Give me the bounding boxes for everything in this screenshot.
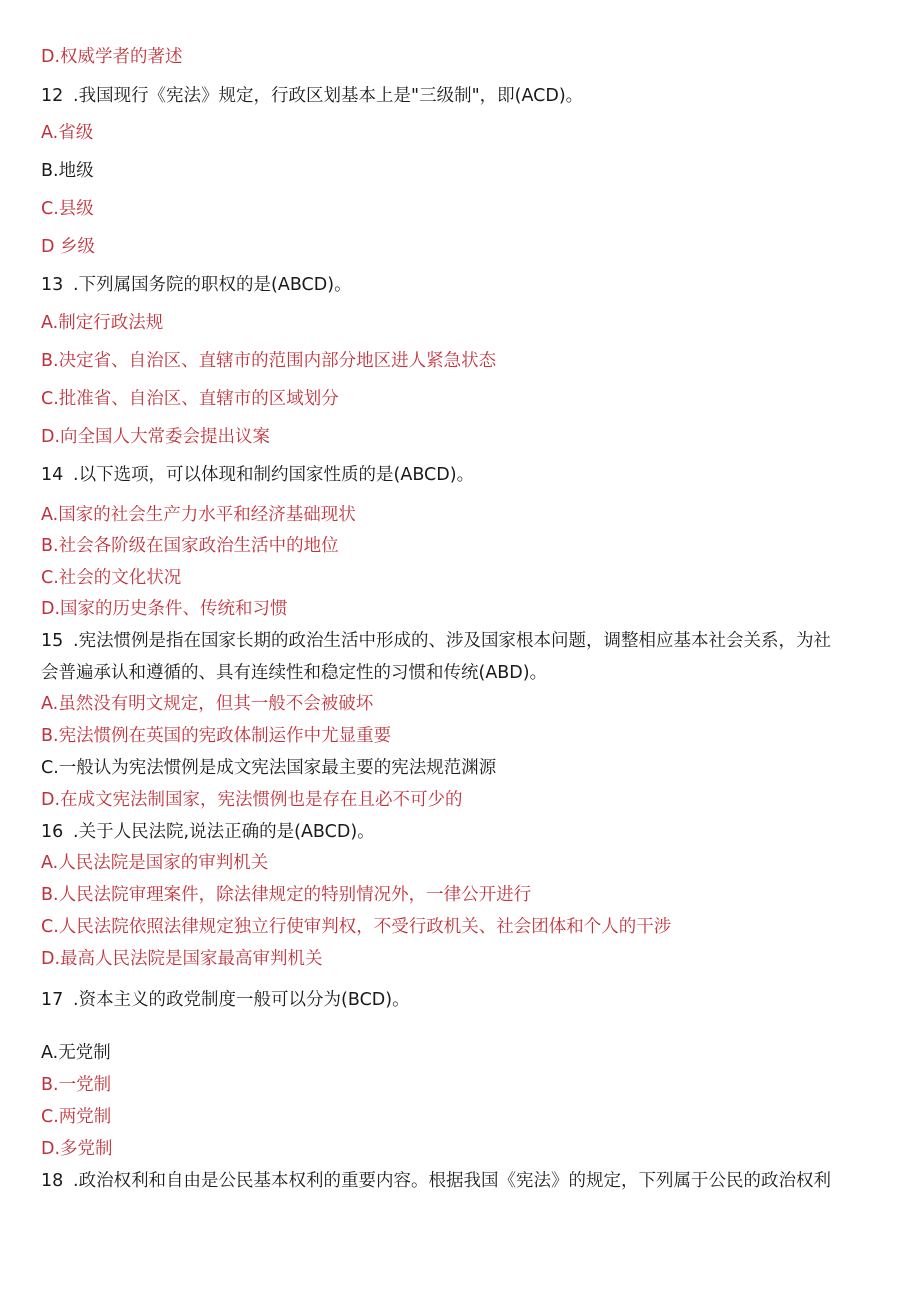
q13-stem (41, 272, 884, 298)
q15-text-1: .宪法惯例是指在国家长期的政治生活中形成的、涉及国家根本问题，调整相应基本社会关系，为社 (73, 631, 832, 651)
q14-option-c: C.社会的文化状况 (41, 568, 182, 588)
q14-text: .以下选项，可以体现和制约国家性质的是(ABCD)。 (73, 465, 475, 485)
q17-number: 17 (41, 990, 64, 1010)
q15-option-c: C.一般认为宪法惯例是成文宪法国家最主要的宪法规范渊源 (41, 758, 497, 778)
q14-option-d: D.国家的历史条件、传统和习惯 (41, 599, 288, 619)
q13-text: .下列属国务院的职权的是(ABCD)。 (73, 275, 352, 295)
q12-text: .我国现行《宪法》规定，行政区划基本上是"三级制"，即(ACD)。 (73, 86, 584, 106)
q15-option-d: D.在成文宪法制国家，宪法惯例也是存在且必不可少的 (41, 790, 463, 810)
q15-option-a: A.虽然没有明文规定，但其一般不会被破坏 (41, 694, 374, 714)
q12-stem (41, 83, 884, 109)
q14-number: 14 (41, 465, 64, 485)
q16-number: 16 (41, 822, 64, 842)
q13-option-d: D.向全国人大常委会提出议案 (41, 427, 271, 447)
q16-option-b: B.人民法院审理案件，除法律规定的特别情况外，一律公开进行 (41, 885, 532, 905)
q12-number: 12 (41, 86, 64, 106)
q18-text: .政治权利和自由是公民基本权利的重要内容。根据我国《宪法》的规定，下列属于公民的政治权利 (73, 1171, 832, 1191)
q13-option-c: C.批准省、自治区、直辖市的区域划分 (41, 389, 339, 409)
q18-number: 18 (41, 1171, 64, 1191)
q16-stem (41, 819, 884, 845)
q13-option-b: B.决定省、自治区、直辖市的范围内部分地区进人紧急状态 (41, 351, 497, 371)
q17-option-a: A.无党制 (41, 1043, 111, 1063)
q16-option-c: C.人民法院依照法律规定独立行使审判权，不受行政机关、社会团体和个人的干涉 (41, 917, 672, 937)
q13-option-a: A.制定行政法规 (41, 313, 164, 333)
q14-option-b: B.社会各阶级在国家政治生活中的地位 (41, 536, 339, 556)
q18-stem (41, 1168, 884, 1194)
q15-stem-line-2: 会普遍承认和遵循的、具有连续性和稳定性的习惯和传统(ABD)。 (41, 663, 548, 683)
q13-number: 13 (41, 275, 64, 295)
q15-stem-line-1 (41, 628, 884, 654)
q17-text: .资本主义的政党制度一般可以分为(BCD)。 (73, 990, 410, 1010)
q16-option-a: A.人民法院是国家的审判机关 (41, 853, 269, 873)
q15-option-b: B.宪法惯例在英国的宪政体制运作中尤显重要 (41, 726, 392, 746)
q11-option-d: D.权威学者的著述 (41, 47, 183, 67)
q17-option-b: B.一党制 (41, 1075, 112, 1095)
q17-stem (41, 987, 884, 1013)
q12-option-a: A.省级 (41, 123, 94, 143)
q12-option-c: C.县级 (41, 199, 94, 219)
q12-option-d: D 乡级 (41, 237, 96, 257)
q16-option-d: D.最高人民法院是国家最高审判机关 (41, 949, 323, 969)
q12-option-b: B.地级 (41, 161, 94, 181)
q17-option-d: D.多党制 (41, 1139, 113, 1159)
q14-option-a: A.国家的社会生产力水平和经济基础现状 (41, 505, 356, 525)
q15-number: 15 (41, 631, 64, 651)
q17-option-c: C.两党制 (41, 1107, 112, 1127)
q16-text: .关于人民法院,说法正确的是(ABCD)。 (73, 822, 375, 842)
q14-stem (41, 462, 884, 488)
